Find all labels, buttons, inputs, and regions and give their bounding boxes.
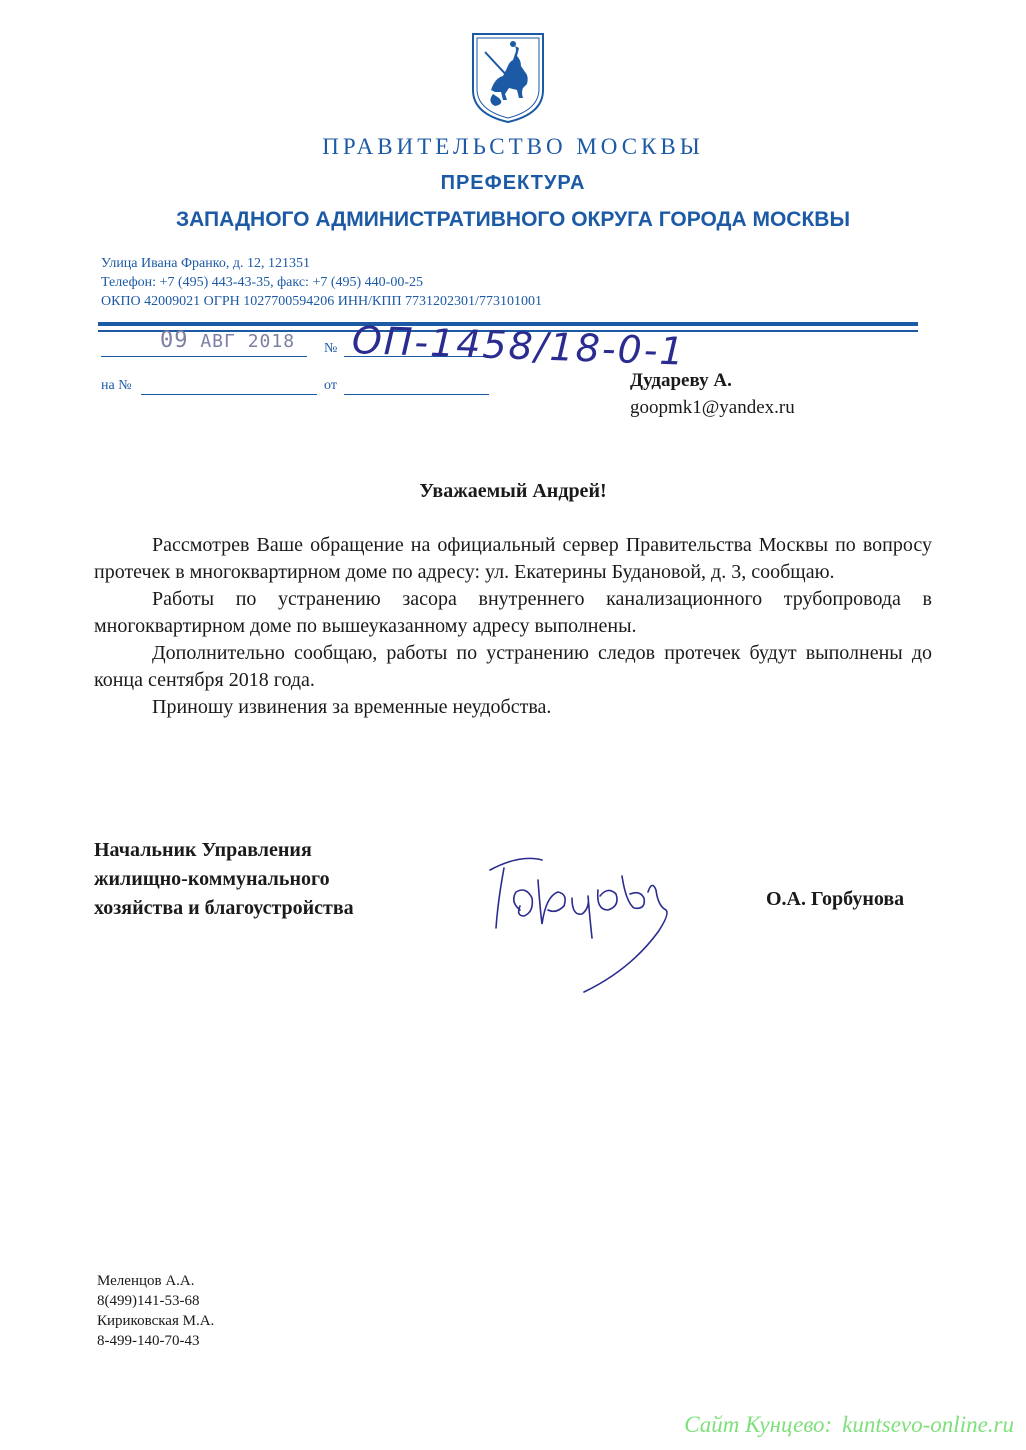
executor-line: 8-499-140-70-43 (97, 1333, 200, 1349)
paragraph: Приношу извинения за временные неудобства. (152, 696, 552, 718)
letterhead-address: Улица Ивана Франко, д. 12, 121351 (101, 256, 310, 271)
prefecture-title: ПРЕФЕКТУРА (440, 172, 586, 194)
letterhead-codes: ОКПО 42009021 ОГРН 1027700594206 ИНН/КПП 7731202301/773101001 (101, 294, 542, 309)
moscow-coat-of-arms-icon (471, 32, 545, 124)
executor-line: 8(499)141-53-68 (97, 1293, 200, 1309)
date-stamp-day: 09 (160, 328, 189, 353)
signatory-position (94, 836, 354, 923)
government-title: ПРАВИТЕЛЬСТВО МОСКВЫ (322, 134, 704, 159)
ref-number-field-line (141, 393, 317, 395)
letter-body (94, 532, 932, 721)
watermark-site: kuntsevo-online.ru (842, 1412, 1014, 1437)
executor-line: Меленцов А.А. (97, 1273, 195, 1289)
handwritten-signature (480, 850, 680, 1000)
recipient-email: goopmk1@yandex.ru (630, 397, 795, 418)
position-line: хозяйства и благоустройства (94, 897, 354, 919)
watermark-label: Сайт Кунцево: (684, 1412, 833, 1437)
ref-number-label: на № (101, 378, 132, 393)
paragraph: Дополнительно сообщаю, работы по устранению следов протечек будут выполнены до конца сентября 2018 года. (94, 642, 932, 691)
date-stamp-month-year: АВГ 2018 (200, 331, 296, 352)
site-watermark (684, 1412, 1014, 1438)
paragraph: Работы по устранению засора внутреннего канализационного трубопровода в многоквартирном доме по вышеуказанному адресу выполнены. (94, 588, 932, 637)
executor-line: Кириковская М.А. (97, 1313, 215, 1329)
executors-block (97, 1271, 214, 1351)
paragraph: Рассмотрев Ваше обращение на официальный сервер Правительства Москвы по вопросу протечек в многоквартирном доме по адресу: ул. Екатерины Будановой, д. 3, сообщаю. (94, 534, 932, 583)
okrug-title: ЗАПАДНОГО АДМИНИСТРАТИВНОГО ОКРУГА ГОРОДА МОСКВЫ (176, 208, 850, 231)
letterhead-phone: Телефон: +7 (495) 443-43-35, факс: +7 (495) 440-00-25 (101, 275, 423, 290)
date-field-line (101, 355, 307, 357)
ref-date-field-line (344, 393, 489, 395)
greeting: Уважаемый Андрей! (419, 480, 607, 502)
letterhead-contacts (101, 254, 542, 311)
handwritten-reg-number: ОП-1458/18-0-1 (351, 318, 687, 374)
recipient-name: Дудареву А. (630, 370, 732, 391)
signatory-name: О.А. Горбунова (766, 888, 905, 910)
date-stamp (160, 328, 295, 353)
position-line: жилищно-коммунального (94, 868, 330, 890)
ref-date-label: от (324, 378, 337, 393)
number-sign-label: № (324, 341, 338, 356)
position-line: Начальник Управления (94, 839, 312, 861)
